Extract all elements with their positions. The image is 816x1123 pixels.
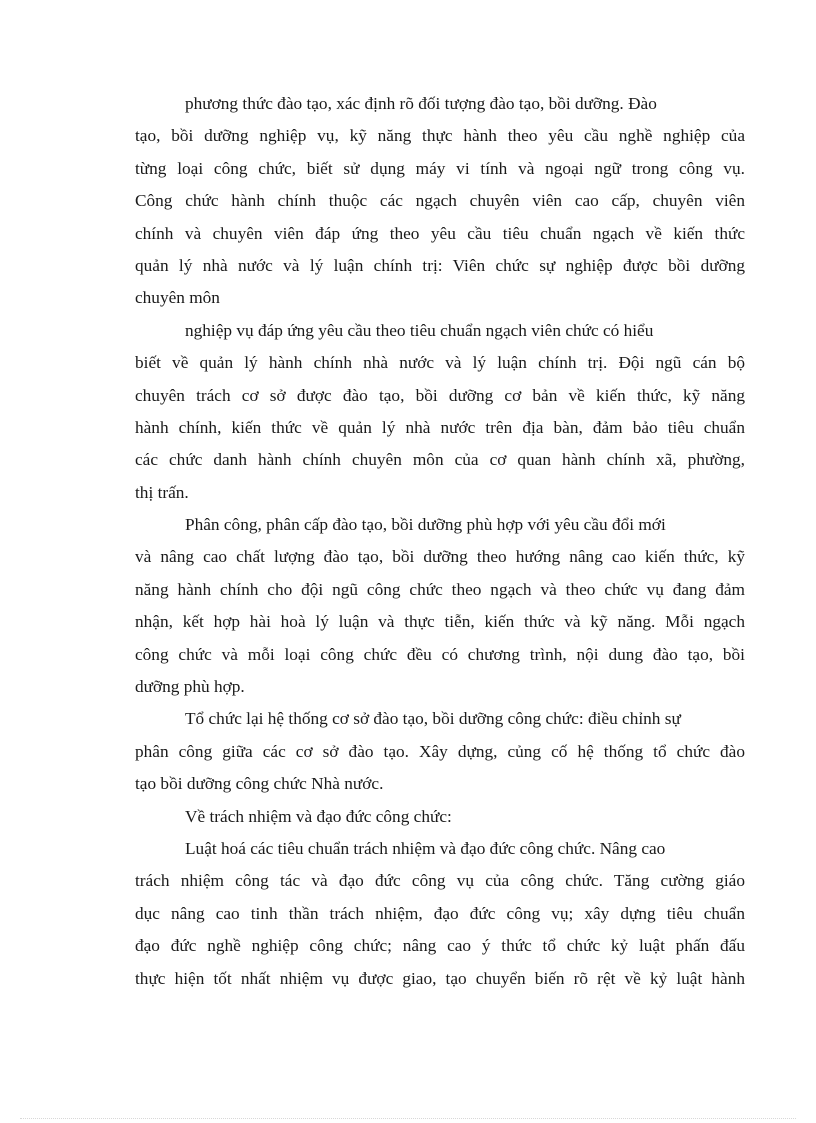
text-line: dục nâng cao tinh thần trách nhiệm, đạo đức công vụ; xây dựng tiêu chuẩn: [135, 903, 745, 923]
text-line: dưỡng phù hợp.: [135, 677, 245, 697]
body-text: [135, 88, 745, 995]
page-bottom-border: [20, 1118, 796, 1119]
text-line: đạo đức nghề nghiệp công chức; nâng cao ý thức tổ chức kỷ luật phấn đấu: [135, 936, 745, 956]
text-line: thực hiện tốt nhất nhiệm vụ được giao, tạo chuyển biến rõ rệt về kỷ luật hành: [135, 968, 745, 988]
text-line: nghiệp vụ đáp ứng yêu cầu theo tiêu chuẩn ngạch viên chức có hiểu: [185, 320, 654, 340]
text-line: tạo, bồi dưỡng nghiệp vụ, kỹ năng thực hành theo yêu cầu nghề nghiệp của: [135, 126, 745, 146]
text-line: hành chính, kiến thức về quản lý nhà nước trên địa bàn, đảm bảo tiêu chuẩn: [135, 417, 745, 437]
text-line: các chức danh hành chính chuyên môn của cơ quan hành chính xã, phường,: [135, 450, 745, 470]
text-line: trách nhiệm công tác và đạo đức công vụ của công chức. Tăng cường giáo: [135, 871, 745, 891]
text-line: Phân công, phân cấp đào tạo, bồi dưỡng phù hợp với yêu cầu đổi mới: [185, 515, 666, 535]
text-line: công chức và mỗi loại công chức đều có chương trình, nội dung đào tạo, bồi: [135, 644, 745, 664]
text-line: thị trấn.: [135, 482, 189, 502]
text-line: phân công giữa các cơ sở đào tạo. Xây dựng, củng cố hệ thống tổ chức đào: [135, 741, 745, 761]
text-line: Về trách nhiệm và đạo đức công chức:: [185, 806, 452, 826]
text-line: Tổ chức lại hệ thống cơ sở đào tạo, bồi dưỡng công chức: điều chỉnh sự: [185, 709, 681, 729]
text-line: phương thức đào tạo, xác định rõ đối tượng đào tạo, bồi dưỡng. Đào: [185, 94, 657, 113]
text-line: chuyên trách cơ sở được đào tạo, bồi dưỡng cơ bản về kiến thức, kỹ năng: [135, 385, 745, 405]
text-line: Luật hoá các tiêu chuẩn trách nhiệm và đạo đức công chức. Nâng cao: [185, 838, 666, 858]
text-line: chính và chuyên viên đáp ứng theo yêu cầu tiêu chuẩn ngạch về kiến thức: [135, 223, 745, 243]
text-line: chuyên môn: [135, 288, 220, 308]
text-line: quản lý nhà nước và lý luận chính trị: Viên chức sự nghiệp được bồi dưỡng: [135, 255, 745, 275]
text-line: năng hành chính cho đội ngũ công chức theo ngạch và theo chức vụ đang đảm: [135, 579, 745, 599]
text-line: Công chức hành chính thuộc các ngạch chuyên viên cao cấp, chuyên viên: [135, 191, 745, 211]
text-line: nhận, kết hợp hài hoà lý luận và thực tiễn, kiến thức và kỹ năng. Mỗi ngạch: [135, 612, 745, 632]
text-line: và nâng cao chất lượng đào tạo, bồi dưỡng theo hướng nâng cao kiến thức, kỹ: [135, 547, 745, 567]
text-line: tạo bồi dưỡng công chức Nhà nước.: [135, 774, 384, 794]
text-line: từng loại công chức, biết sử dụng máy vi tính và ngoại ngữ trong công vụ.: [135, 158, 745, 178]
text-line: biết về quản lý hành chính nhà nước và lý luận chính trị. Đội ngũ cán bộ: [135, 353, 745, 373]
